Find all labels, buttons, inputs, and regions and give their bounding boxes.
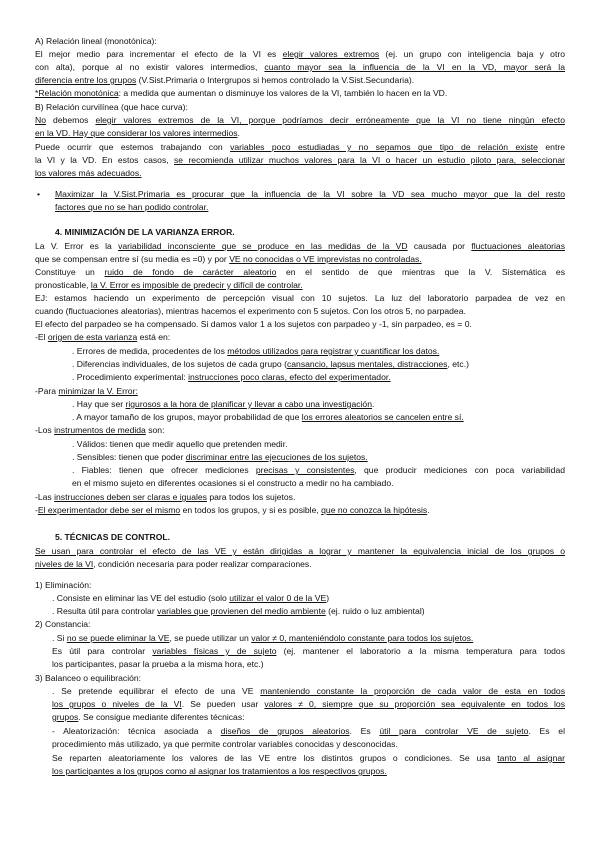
bullet-text-line1: Maximizar la V.Sist.Primaria es procurar que la influencia de la VI sobre la VD sea mucho mayor que la del resto (55, 189, 565, 199)
text-line: Constituye un ruido de fondo de carácter aleatorio en el sentido de que mientras que la V. Sistemática es (35, 267, 565, 277)
text-line: con alta), porque al no existir valores intermedios, cuanto mayor sea la influencia de la VI en la VD, mayor será la (35, 62, 565, 72)
constancy-item: . Si no se puede eliminar la VE, se puede utilizar un valor ≠ 0, manteniéndolo constante para todos los sujetos. (52, 633, 474, 643)
minimize-heading: -Para minimizar la V. Error: (35, 386, 138, 396)
balancing-item: - Aleatorización: técnica asociada a diseños de grupos aleatorios. Es útil para controlar VE de sujeto. Es el (52, 726, 565, 736)
elimination-item: . Resulta útil para controlar variables que provienen del medio ambiente (ej. ruido o luz ambiental) (52, 606, 425, 616)
example-line: cuando (fluctuaciones aleatorias), mientras hacemos el experimento con 5 sujetos. Con los otros 5, no parpadea. (35, 306, 466, 316)
balancing-item: . Se pretende equilibrar el efecto de una VE manteniendo constante la proporción de cada valor de esta en todos (52, 686, 565, 696)
balancing-item: los grupos o niveles de la VI. Se pueden usar valores ≠ 0, siempre que su proporción sea equivalente en todos los (52, 699, 565, 709)
text-line: los valores más adecuados. (35, 168, 142, 178)
instrument-item: . Fiables: tienen que ofrecer mediciones precisas y consistentes, que producir mediciones con poca variabilidad (72, 465, 566, 475)
balancing-title: 3) Balanceo o equilibración: (35, 673, 142, 683)
origin-item: . Errores de medida, procedentes de los métodos utilizados para registrar y cuantificar los datos. (72, 346, 440, 356)
text-line: niveles de la VI, condición necesaria para poder realizar comparaciones. (35, 559, 312, 569)
text-line: -Las instrucciones deben ser claras e iguales para todos los sujetos. (35, 492, 296, 502)
minimize-item: . Hay que ser rigurosos a la hora de planificar y llevar a cabo una investigación. (72, 399, 375, 409)
constancy-item: los participantes, pasar la prueba a la misma hora, etc.) (52, 659, 264, 669)
text-line: -El experimentador debe ser el mismo en todos los grupos, y si es posible, que no conozca la hipótesis. (35, 505, 430, 515)
section-b-title: B) Relación curvilínea (que hace curva): (35, 102, 188, 112)
text-line: El mejor medio para incrementar el efecto de la VI es elegir valores extremos (ej. un grupo con inteligencia baja y otro (35, 49, 565, 59)
instrument-item: . Sensibles: tienen que poder discriminar entre las ejecuciones de los sujetos. (72, 452, 368, 462)
balancing-item: grupos. Se consigue mediante diferentes técnicas: (52, 712, 245, 722)
text-line: en la VD. Hay que considerar los valores intermedios. (35, 128, 240, 138)
instrument-item: en el mismo sujeto en diferentes ocasiones si el constructo a medir no ha cambiado. (72, 478, 394, 488)
text-line: La V. Error es la variabilidad inconsciente que se produce en las medidas de la VD causada por fluctuaciones aleatorias (35, 241, 565, 251)
text-line: diferencia entre los grupos (V.Sist.Primaria o Intergrupos si hemos controlado la V.Sist.Secundaria). (35, 75, 415, 85)
elimination-item: . Consiste en eliminar las VE del estudio (solo utilizar el valor 0 de la VE) (52, 593, 330, 603)
bullet-text-line2: factores que no se han podido controlar. (55, 202, 209, 212)
constancy-item: Es útil para controlar variables físicas y de sujeto (ej. mantener el laboratorio a la misma temperatura para todos (52, 646, 565, 656)
instrument-item: . Válidos: tienen que medir aquello que pretenden medir. (72, 439, 288, 449)
bullet-icon: • (37, 189, 41, 199)
text-line: que se compensan entre sí (su media es =0) y por VE no conocidas o VE imprevistas no controladas. (35, 254, 422, 264)
instruments-heading: -Los instrumentos de medida son: (35, 425, 165, 435)
text-line: No debemos elegir valores extremos de la VI, porque podríamos decir erróneamente que la VI no tiene ningún efecto (35, 115, 565, 125)
minimize-item: . A mayor tamaño de los grupos, mayor probabilidad de que los errores aleatorios se cancelen entre sí. (72, 412, 464, 422)
text-line: Se usan para controlar el efecto de las VE y están dirigidas a lograr y mantener la equivalencia inicial de los grupos o (35, 546, 565, 556)
origin-item: . Procedimiento experimental: instrucciones poco claras, efecto del experimentador. (72, 372, 391, 382)
balancing-item: procedimiento más utilizado, ya que permite controlar variables conocidas y desconocidas. (52, 739, 398, 749)
text-line: la VI y la VD. En estos casos, se recomienda utilizar muchos valores para la VI o hacer un estudio piloto para, seleccionar (35, 155, 565, 165)
monotonic-note: *Relación monotónica: a medida que aumentan o disminuye los valores de la VI, también lo hacen en la VD. (35, 88, 448, 98)
example-line: EJ: estamos haciendo un experimento de percepción visual con 10 sujetos. La luz del laboratorio parpadea de vez en (35, 293, 565, 303)
constancy-title: 2) Constancia: (35, 619, 91, 629)
balancing-item: Se reparten aleatoriamente los valores de las VE entre los distintos grupos o condiciones. Se usa tanto al asignar (52, 753, 565, 763)
section-4-title: 4. MINIMIZACIÓN DE LA VARIANZA ERROR. (55, 227, 235, 237)
text-line: Puede ocurrir que estemos trabajando con variables poco estudiadas y no sepamos que tipo de relación existe entre (35, 142, 565, 152)
origin-item: . Diferencias individuales, de los sujetos de cada grupo (cansancio, lapsus mentales, distracciones, etc.) (72, 359, 469, 369)
elimination-title: 1) Eliminación: (35, 580, 92, 590)
balancing-item: los participantes a los grupos como al asignar los tratamientos a los respectivos grupos. (52, 766, 387, 776)
section-5-title: 5. TÉCNICAS DE CONTROL. (55, 532, 171, 542)
example-line: El efecto del parpadeo se ha compensado. Si damos valor 1 a los sujetos con parpadeo y -1, sin parpadeo, es = 0. (35, 319, 472, 329)
origin-heading: -El origen de esta varianza está en: (35, 332, 171, 342)
text-line: pronosticable, la V. Error es imposible de predecir y difícil de controlar. (35, 280, 303, 290)
section-a-title: A) Relación lineal (monotónica): (35, 36, 157, 46)
